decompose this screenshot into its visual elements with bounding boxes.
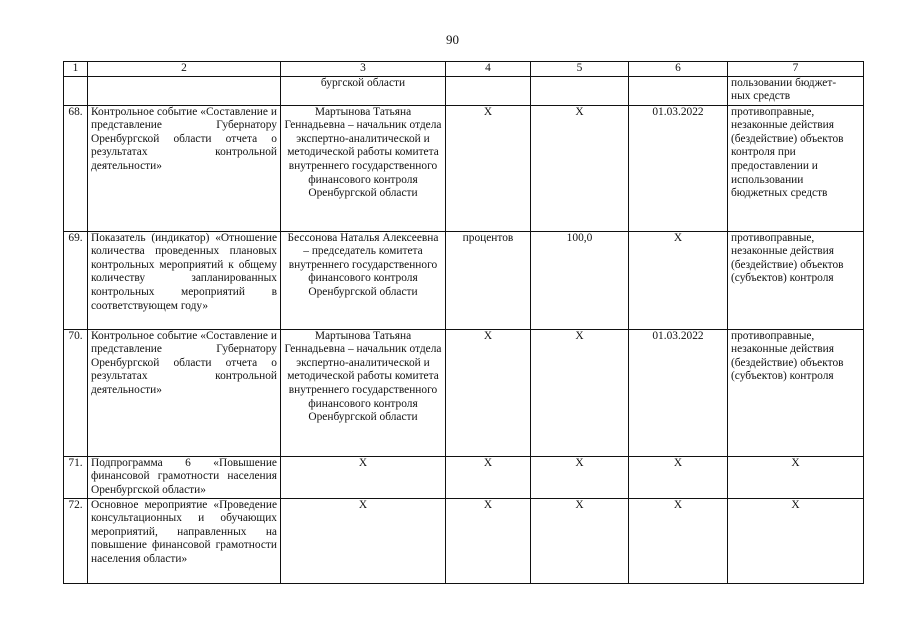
- row-number: 72.: [64, 498, 88, 583]
- row-risk: Х: [728, 456, 864, 498]
- row-unit: Х: [446, 456, 531, 498]
- row-unit: Х: [446, 329, 531, 456]
- row-risk: противоправные, незаконные действия (бездействие) объектов (субъектов) контроля: [728, 231, 864, 329]
- continuation-row: [64, 76, 864, 105]
- table-row: [64, 498, 864, 583]
- row-risk: противоправные, незаконные действия (бездействие) объектов контроля при предоставлении и использовании бюджетных средств: [728, 105, 864, 231]
- row-date: Х: [629, 231, 728, 329]
- row-responsible: Мартынова Татьяна Геннадьевна – начальник отдела экспертно-аналитической и методической работы комитета внутреннего государственного финансового контроля Оренбургской области: [281, 105, 446, 231]
- column-header: 5: [531, 62, 629, 77]
- row-unit: процентов: [446, 231, 531, 329]
- row-unit: Х: [446, 498, 531, 583]
- table-row: [64, 105, 864, 231]
- row-responsible: Бессонова Наталья Алексеевна – председатель комитета внутреннего государственного финансового контроля Оренбургской области: [281, 231, 446, 329]
- row-risk: Х: [728, 498, 864, 583]
- row-responsible: Х: [281, 456, 446, 498]
- row-value: Х: [531, 329, 629, 456]
- row-number: 71.: [64, 456, 88, 498]
- column-header: 3: [281, 62, 446, 77]
- row-value: Х: [531, 105, 629, 231]
- column-number-row: [64, 62, 864, 77]
- column-header: 1: [64, 62, 88, 77]
- row-description: Контрольное событие «Составление и представление Губернатору Оренбургской области отчета о результатах контрольной деятельности»: [88, 329, 281, 456]
- row-responsible: Мартынова Татьяна Геннадьевна – начальник отдела экспертно-аналитической и методической работы комитета внутреннего государственного финансового контроля Оренбургской области: [281, 329, 446, 456]
- row-date: 01.03.2022: [629, 105, 728, 231]
- row-description: Основное мероприятие «Проведение консультационных и обучающих мероприятий, направленных на повышение финансовой грамотности населения области»: [88, 498, 281, 583]
- table-row: [64, 329, 864, 456]
- row-number: 69.: [64, 231, 88, 329]
- column-header: 7: [728, 62, 864, 77]
- row-value: Х: [531, 498, 629, 583]
- row-number: 68.: [64, 105, 88, 231]
- row-description: Контрольное событие «Составление и представление Губернатору Оренбургской области отчета о результатах контрольной деятельности»: [88, 105, 281, 231]
- table-row: [64, 456, 864, 498]
- row-description: Показатель (индикатор) «Отношение количества проведенных плановых контрольных мероприятий к общему количеству запланированных контрольных мероприятий в соответствующем году»: [88, 231, 281, 329]
- row-risk: противоправные, незаконные действия (бездействие) объектов (субъектов) контроля: [728, 329, 864, 456]
- continued-responsible: бургской области: [281, 76, 446, 105]
- row-number: 70.: [64, 329, 88, 456]
- row-date: 01.03.2022: [629, 329, 728, 456]
- row-value: Х: [531, 456, 629, 498]
- column-header: 4: [446, 62, 531, 77]
- row-description: Подпрограмма 6 «Повышение финансовой грамотности населения Оренбургской области»: [88, 456, 281, 498]
- program-table: [63, 61, 864, 584]
- page-number: 90: [446, 32, 459, 47]
- row-value: 100,0: [531, 231, 629, 329]
- continued-risk: пользовании бюджет- ных средств: [728, 76, 864, 105]
- column-header: 2: [88, 62, 281, 77]
- row-responsible: Х: [281, 498, 446, 583]
- row-unit: Х: [446, 105, 531, 231]
- column-header: 6: [629, 62, 728, 77]
- table-row: [64, 231, 864, 329]
- row-date: Х: [629, 456, 728, 498]
- row-date: Х: [629, 498, 728, 583]
